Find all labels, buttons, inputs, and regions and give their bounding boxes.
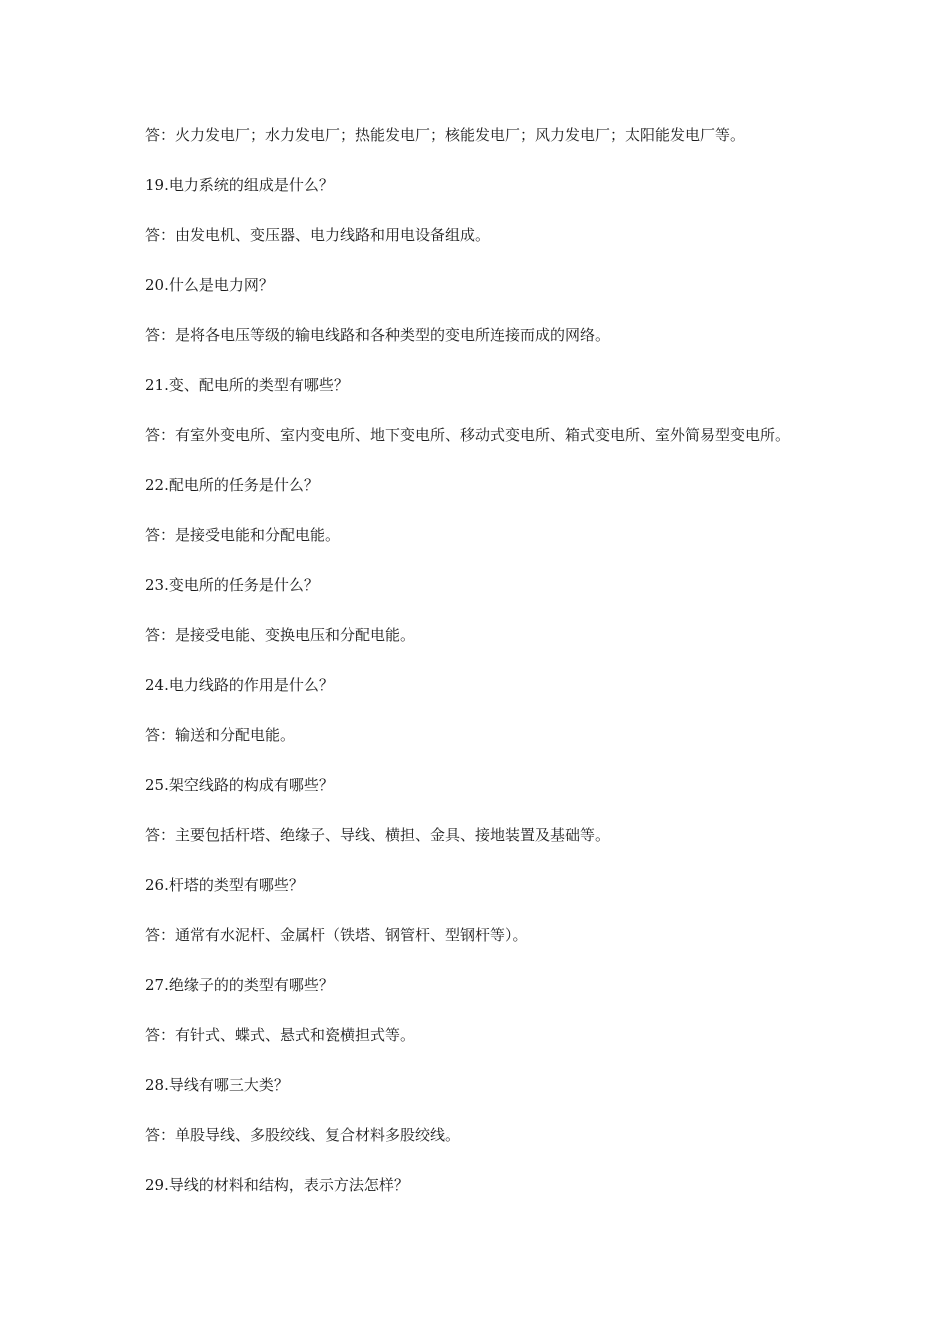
answer-paragraph: 答：是将各电压等级的输电线路和各种类型的变电所连接而成的网络。: [145, 326, 611, 344]
question-paragraph: 23.变电所的任务是什么？: [145, 576, 319, 594]
question-paragraph: 25.架空线路的构成有哪些？: [145, 776, 334, 794]
answer-paragraph: 答：是接受电能和分配电能。: [145, 526, 341, 544]
question-paragraph: 28.导线有哪三大类？: [145, 1076, 289, 1094]
answer-paragraph: 答：火力发电厂；水力发电厂；热能发电厂；核能发电厂；风力发电厂；太阳能发电厂等。: [145, 126, 746, 144]
question-paragraph: 27.绝缘子的的类型有哪些？: [145, 976, 334, 994]
answer-paragraph: 答：由发电机、变压器、电力线路和用电设备组成。: [145, 226, 491, 244]
answer-paragraph: 答：是接受电能、变换电压和分配电能。: [145, 626, 416, 644]
answer-paragraph: 答：主要包括杆塔、绝缘子、导线、横担、金具、接地装置及基础等。: [145, 826, 611, 844]
question-paragraph: 24.电力线路的作用是什么？: [145, 676, 334, 694]
question-paragraph: 26.杆塔的类型有哪些？: [145, 876, 304, 894]
answer-paragraph: 答：单股导线、多股绞线、复合材料多股绞线。: [145, 1126, 461, 1144]
answer-paragraph: 答：通常有水泥杆、金属杆（铁塔、钢管杆、型钢杆等）。: [145, 926, 528, 944]
answer-paragraph: 答：有针式、蝶式、悬式和瓷横担式等。: [145, 1026, 416, 1044]
question-paragraph: 20.什么是电力网？: [145, 276, 274, 294]
question-paragraph: 29.导线的材料和结构，表示方法怎样？: [145, 1176, 409, 1194]
question-paragraph: 19.电力系统的组成是什么？: [145, 176, 334, 194]
document-body: [145, 123, 817, 1223]
question-paragraph: 21.变、配电所的类型有哪些？: [145, 376, 349, 394]
question-paragraph: 22.配电所的任务是什么？: [145, 476, 319, 494]
answer-paragraph: 答：输送和分配电能。: [145, 726, 296, 744]
answer-paragraph: 答：有室外变电所、室内变电所、地下变电所、移动式变电所、箱式变电所、室外简易型变电所。: [145, 426, 791, 444]
